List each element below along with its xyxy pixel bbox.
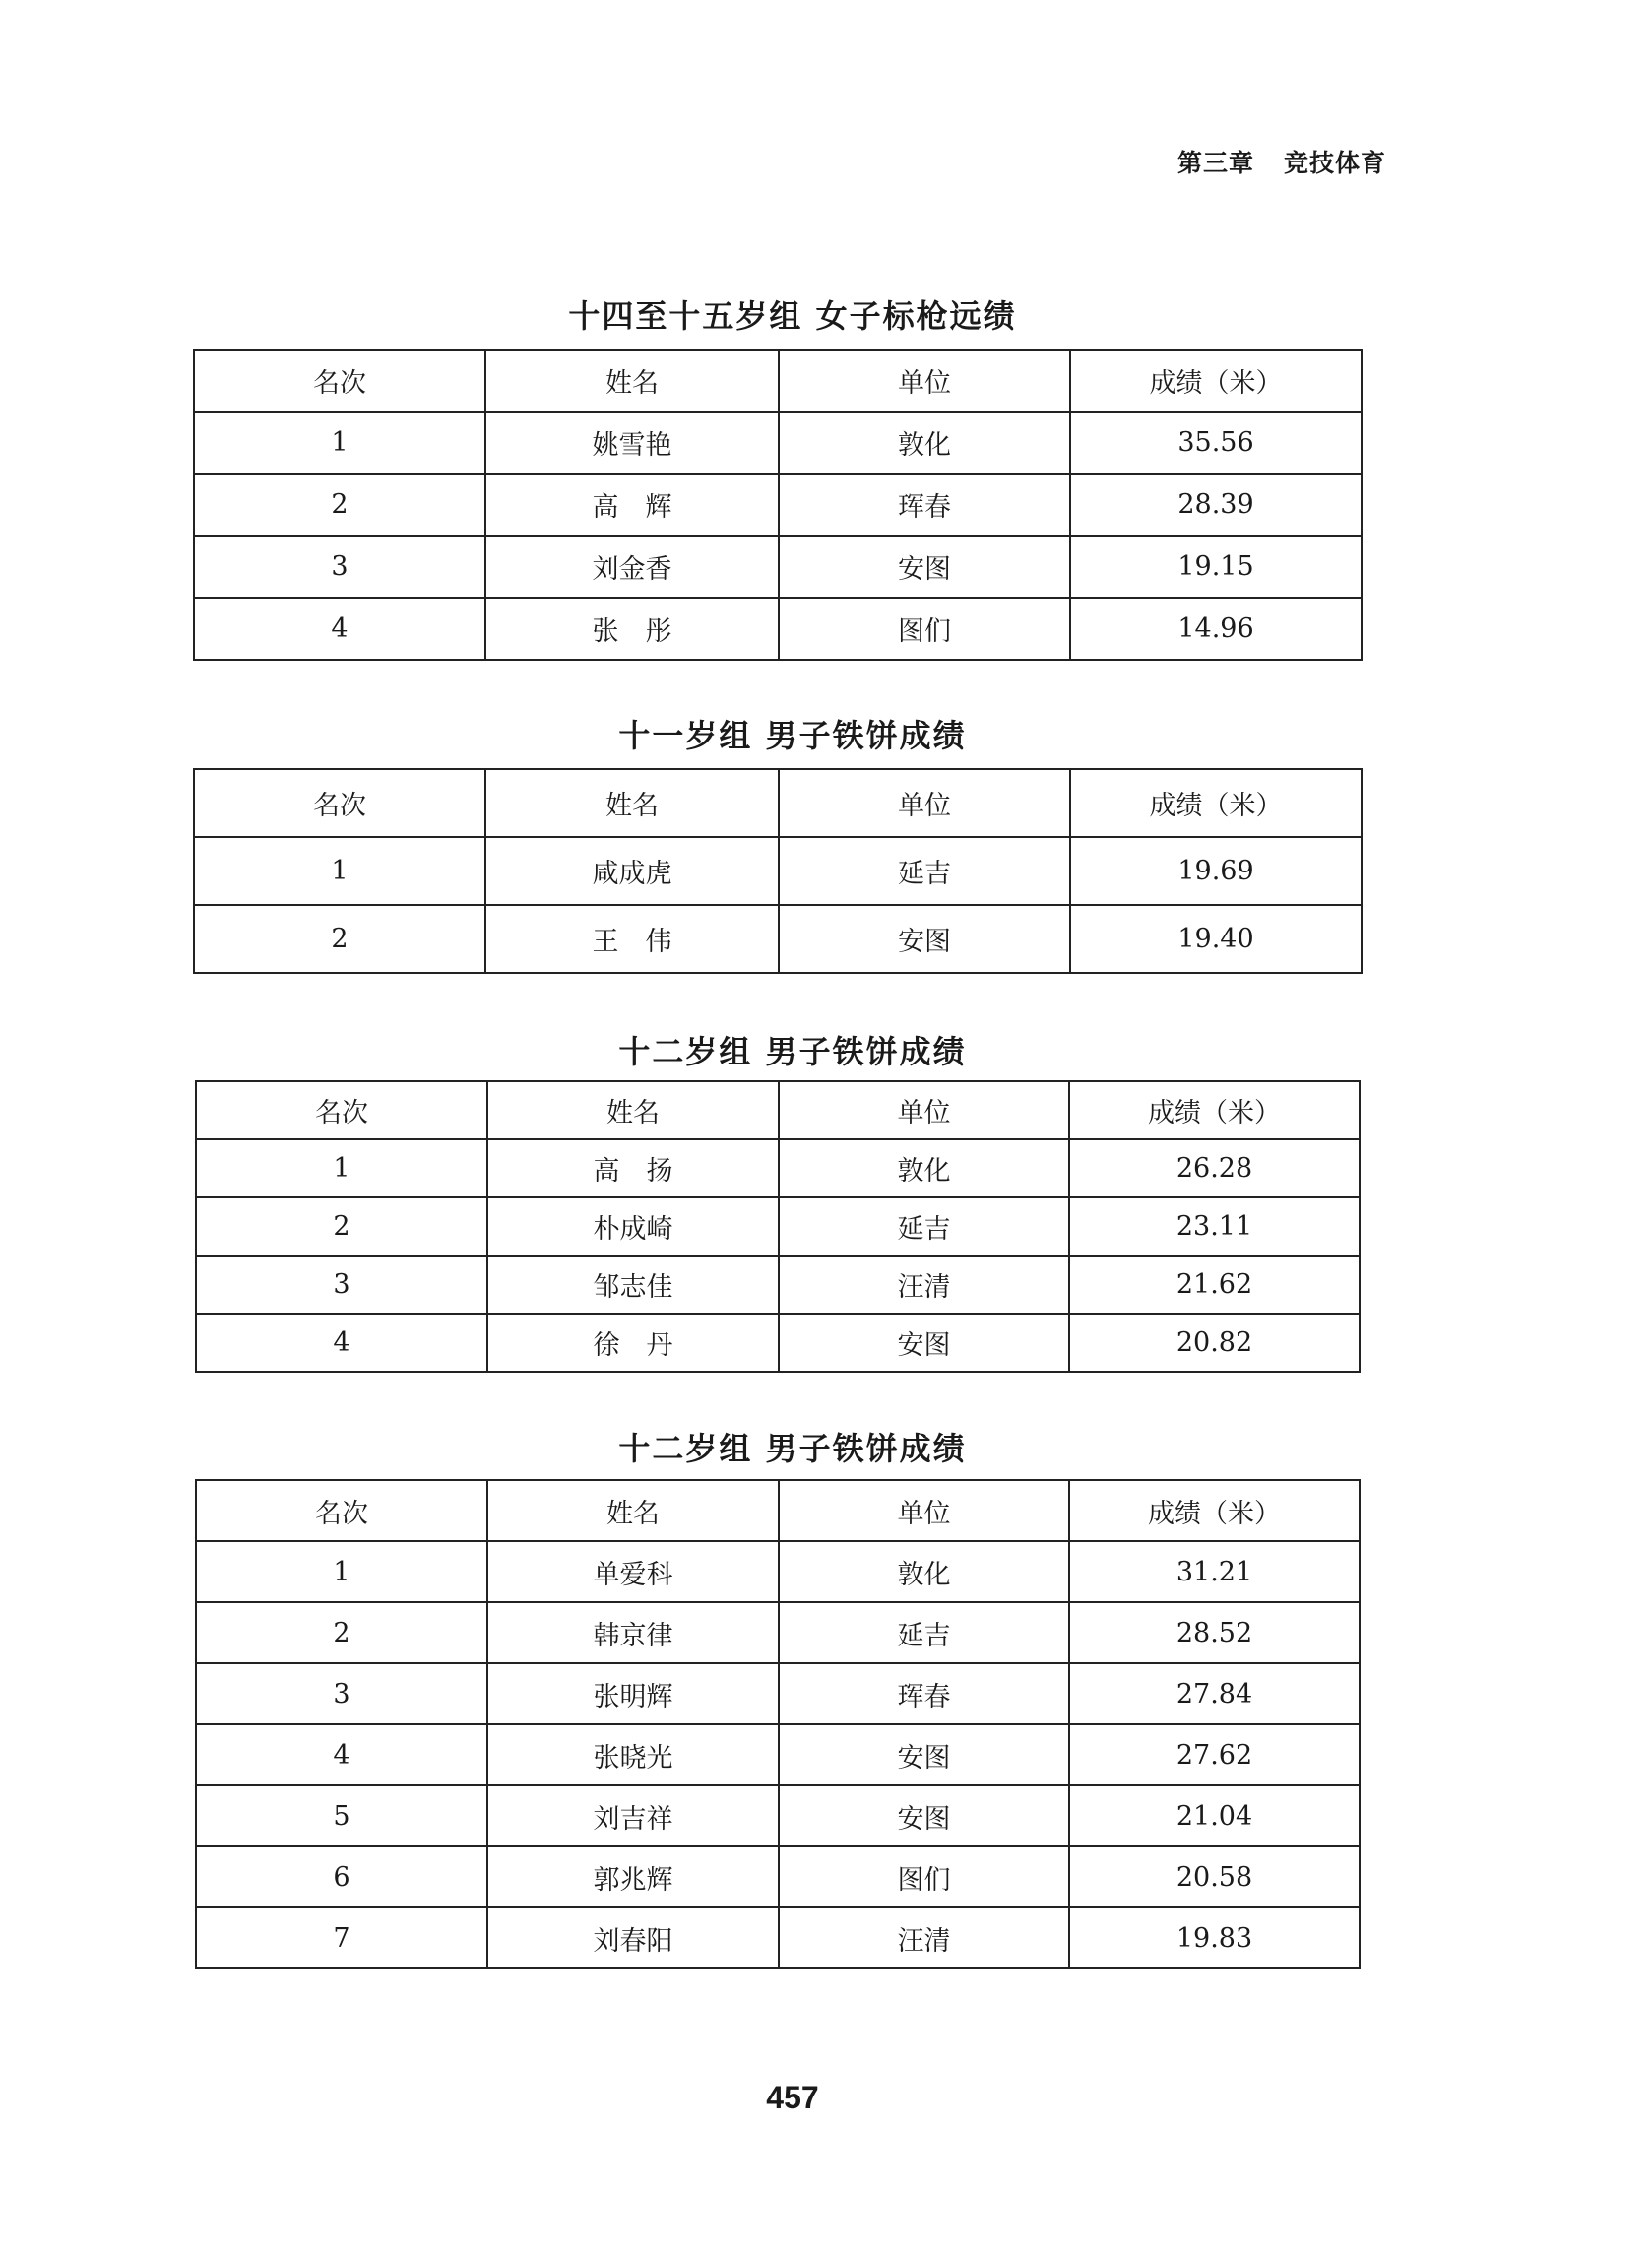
- table-row: [194, 536, 1362, 598]
- score-cell: 28.52: [1069, 1602, 1360, 1663]
- name-cell: 刘金香: [485, 536, 779, 598]
- name-cell: 邹志佳: [487, 1256, 779, 1314]
- score-cell: 28.39: [1070, 474, 1362, 536]
- name-cell: 咸成虎: [485, 837, 779, 905]
- unit-cell: 汪清: [779, 1907, 1069, 1968]
- score-cell: 19.83: [1069, 1907, 1360, 1968]
- unit-cell: 安图: [779, 905, 1070, 973]
- table-row: [194, 474, 1362, 536]
- table-header-row: [196, 1081, 1360, 1139]
- rank-cell: 6: [196, 1846, 487, 1907]
- table-header-row: [194, 769, 1362, 837]
- table-row: [196, 1256, 1360, 1314]
- name-cell: 郭兆辉: [487, 1846, 779, 1907]
- name-cell: 朴成崎: [487, 1197, 779, 1256]
- column-header: 姓名: [485, 769, 779, 837]
- section-label: 竞技体育: [1283, 149, 1386, 177]
- rank-cell: 3: [196, 1663, 487, 1724]
- unit-cell: 珲春: [779, 1663, 1069, 1724]
- chapter-label: 第三章: [1176, 149, 1254, 177]
- name-cell: 张明辉: [487, 1663, 779, 1724]
- name-cell: 姚雪艳: [485, 412, 779, 474]
- rank-cell: 4: [196, 1724, 487, 1785]
- unit-cell: 图们: [779, 598, 1070, 660]
- results-table: [193, 349, 1363, 661]
- column-header: 单位: [779, 1480, 1069, 1541]
- unit-cell: 延吉: [779, 1197, 1069, 1256]
- rank-cell: 7: [196, 1907, 487, 1968]
- table-row: [194, 598, 1362, 660]
- score-cell: 19.40: [1070, 905, 1362, 973]
- name-cell: 高 辉: [485, 474, 779, 536]
- unit-cell: 安图: [779, 1314, 1069, 1372]
- score-cell: 27.62: [1069, 1724, 1360, 1785]
- table-row: [194, 905, 1362, 973]
- column-header: 名次: [196, 1480, 487, 1541]
- table-row: [196, 1314, 1360, 1372]
- results-table: [195, 1479, 1361, 1969]
- name-cell: 单爱科: [487, 1541, 779, 1602]
- score-cell: 31.21: [1069, 1541, 1360, 1602]
- column-header: 姓名: [487, 1081, 779, 1139]
- score-cell: 20.82: [1069, 1314, 1360, 1372]
- score-cell: 23.11: [1069, 1197, 1360, 1256]
- unit-cell: 珲春: [779, 474, 1070, 536]
- name-cell: 韩京律: [487, 1602, 779, 1663]
- table-title: 十四至十五岁组 女子标枪远绩: [568, 297, 1017, 335]
- table-row: [196, 1663, 1360, 1724]
- rank-cell: 2: [194, 905, 485, 973]
- table-row: [194, 412, 1362, 474]
- rank-cell: 4: [194, 598, 485, 660]
- rank-cell: 1: [194, 412, 485, 474]
- unit-cell: 汪清: [779, 1256, 1069, 1314]
- table-row: [196, 1139, 1360, 1197]
- unit-cell: 敦化: [779, 1139, 1069, 1197]
- score-cell: 35.56: [1070, 412, 1362, 474]
- column-header: 成绩（米）: [1070, 350, 1362, 412]
- column-header: 成绩（米）: [1070, 769, 1362, 837]
- column-header: 成绩（米）: [1069, 1081, 1360, 1139]
- unit-cell: 安图: [779, 536, 1070, 598]
- table-row: [196, 1541, 1360, 1602]
- score-cell: 14.96: [1070, 598, 1362, 660]
- column-header: 名次: [194, 350, 485, 412]
- unit-cell: 延吉: [779, 837, 1070, 905]
- running-header: [1177, 144, 1386, 179]
- name-cell: 徐 丹: [487, 1314, 779, 1372]
- table-title: 十一岁组 男子铁饼成绩: [618, 717, 967, 754]
- column-header: 名次: [196, 1081, 487, 1139]
- rank-cell: 1: [194, 837, 485, 905]
- score-cell: 21.04: [1069, 1785, 1360, 1846]
- name-cell: 刘春阳: [487, 1907, 779, 1968]
- unit-cell: 安图: [779, 1785, 1069, 1846]
- unit-cell: 敦化: [779, 1541, 1069, 1602]
- unit-cell: 图们: [779, 1846, 1069, 1907]
- column-header: 姓名: [487, 1480, 779, 1541]
- rank-cell: 4: [196, 1314, 487, 1372]
- column-header: 名次: [194, 769, 485, 837]
- table-row: [196, 1197, 1360, 1256]
- table-row: [196, 1602, 1360, 1663]
- rank-cell: 3: [196, 1256, 487, 1314]
- table-title: 十二岁组 男子铁饼成绩: [618, 1033, 967, 1070]
- table-row: [196, 1785, 1360, 1846]
- table-header-row: [194, 350, 1362, 412]
- table-row: [196, 1724, 1360, 1785]
- score-cell: 26.28: [1069, 1139, 1360, 1197]
- column-header: 成绩（米）: [1069, 1480, 1360, 1541]
- rank-cell: 2: [196, 1197, 487, 1256]
- score-cell: 21.62: [1069, 1256, 1360, 1314]
- score-cell: 19.15: [1070, 536, 1362, 598]
- column-header: 单位: [779, 769, 1070, 837]
- unit-cell: 敦化: [779, 412, 1070, 474]
- unit-cell: 安图: [779, 1724, 1069, 1785]
- table-header-row: [196, 1480, 1360, 1541]
- rank-cell: 1: [196, 1139, 487, 1197]
- name-cell: 王 伟: [485, 905, 779, 973]
- name-cell: 张 彤: [485, 598, 779, 660]
- table-title: 十二岁组 男子铁饼成绩: [618, 1430, 967, 1467]
- column-header: 单位: [779, 350, 1070, 412]
- page-number: 457: [766, 2080, 819, 2115]
- rank-cell: 3: [194, 536, 485, 598]
- name-cell: 高 扬: [487, 1139, 779, 1197]
- results-table: [195, 1080, 1361, 1373]
- results-table: [193, 768, 1363, 974]
- name-cell: 张晓光: [487, 1724, 779, 1785]
- rank-cell: 5: [196, 1785, 487, 1846]
- column-header: 单位: [779, 1081, 1069, 1139]
- score-cell: 27.84: [1069, 1663, 1360, 1724]
- unit-cell: 延吉: [779, 1602, 1069, 1663]
- name-cell: 刘吉祥: [487, 1785, 779, 1846]
- rank-cell: 2: [194, 474, 485, 536]
- table-row: [196, 1846, 1360, 1907]
- score-cell: 20.58: [1069, 1846, 1360, 1907]
- table-row: [196, 1907, 1360, 1968]
- rank-cell: 2: [196, 1602, 487, 1663]
- column-header: 姓名: [485, 350, 779, 412]
- table-row: [194, 837, 1362, 905]
- rank-cell: 1: [196, 1541, 487, 1602]
- score-cell: 19.69: [1070, 837, 1362, 905]
